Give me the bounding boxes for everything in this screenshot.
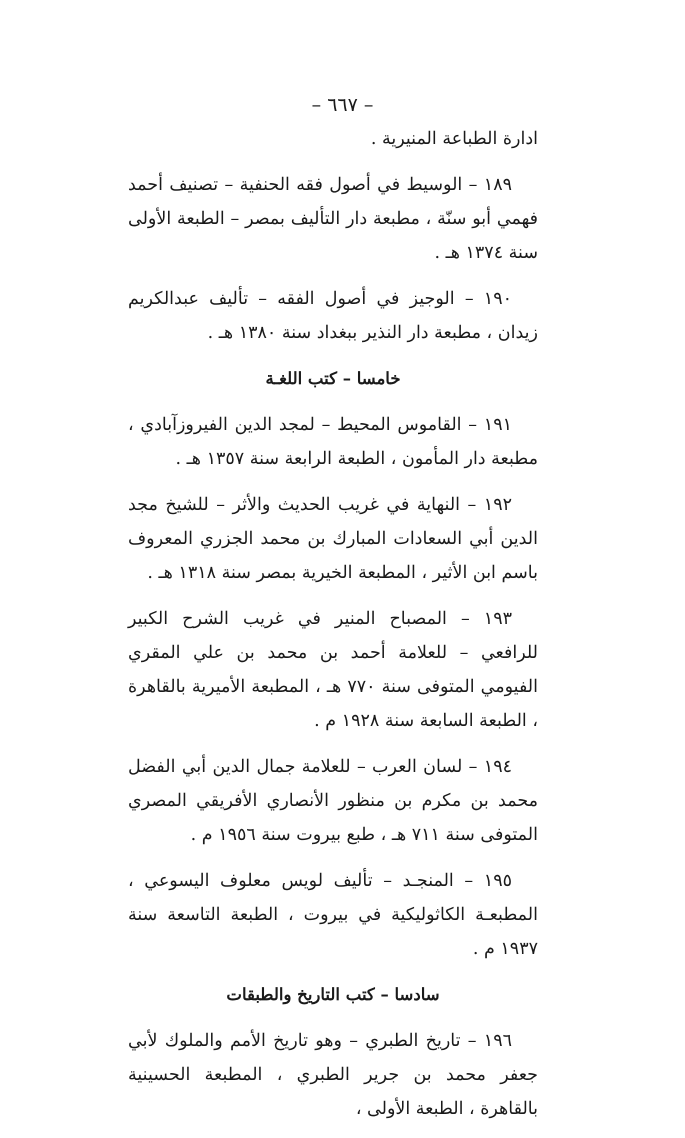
bibliography-entry-191: ١٩١ – القاموس المحيط – لمجد الدين الفيروزآبادي ، مطبعة دار المأمون ، الطبعة الرابعة سنة ١٣٥٧ هـ . bbox=[128, 415, 538, 469]
bibliography-entry-193: ١٩٣ – المصباح المنير في غريب الشرح الكبير للرافعي – للعلامة أحمد بن محمد بن علي المقري الفيومي المتوفى سنة ٧٧٠ هـ ، المطبعة الأميرية بالقاهرة ، الطبعة السابعة سنة ١٩٢٨ م . bbox=[128, 609, 538, 731]
bibliography-entry-190: ١٩٠ – الوجيز في أصول الفقه – تأليف عبدالكريم زيدان ، مطبعة دار النذير ببغداد سنة ١٣٨٠ هـ . bbox=[128, 289, 538, 343]
body-text bbox=[128, 122, 538, 1138]
bibliography-entry-194: ١٩٤ – لسان العرب – للعلامة جمال الدين أبي الفضل محمد بن مكرم بن منظور الأنصاري الأفريقي المصري المتوفى سنة ٧١١ هـ ، طبع بيروت سنة ١٩٥٦ م . bbox=[128, 757, 538, 845]
section-heading-history-books: سادسا – كتب التاريخ والطبقات bbox=[226, 985, 440, 1004]
page-number: – ٦٦٧ – bbox=[311, 94, 374, 116]
bibliography-entry-195: ١٩٥ – المنجـد – تأليف لويس معلوف اليسوعي ، المطبعـة الكاثوليكية في بيروت ، الطبعة التاسعة سنة ١٩٣٧ م . bbox=[128, 871, 538, 959]
bibliography-entry-192: ١٩٢ – النهاية في غريب الحديث والأثر – للشيخ مجد الدين أبي السعادات المبارك بن محمد الجزري المعروف باسم ابن الأثير ، المطبعة الخيرية بمصر سنة ١٣١٨ هـ . bbox=[128, 495, 538, 583]
bibliography-entry-196: ١٩٦ – تاريخ الطبري – وهو تاريخ الأمم والملوك لأبي جعفر محمد بن جرير الطبري ، المطبعة الحسينية بالقاهرة ، الطبعة الأولى ، bbox=[128, 1031, 538, 1119]
section-heading-language-books: خامسا – كتب اللغـة bbox=[265, 369, 401, 388]
continuation-line: ادارة الطباعة المنيرية . bbox=[370, 129, 538, 149]
bibliography-entry-189: ١٨٩ – الوسيط في أصول فقه الحنفية – تصنيف أحمد فهمي أبو سنّة ، مطبعة دار التأليف بمصر – الطبعة الأولى سنة ١٣٧٤ هـ . bbox=[128, 175, 538, 263]
